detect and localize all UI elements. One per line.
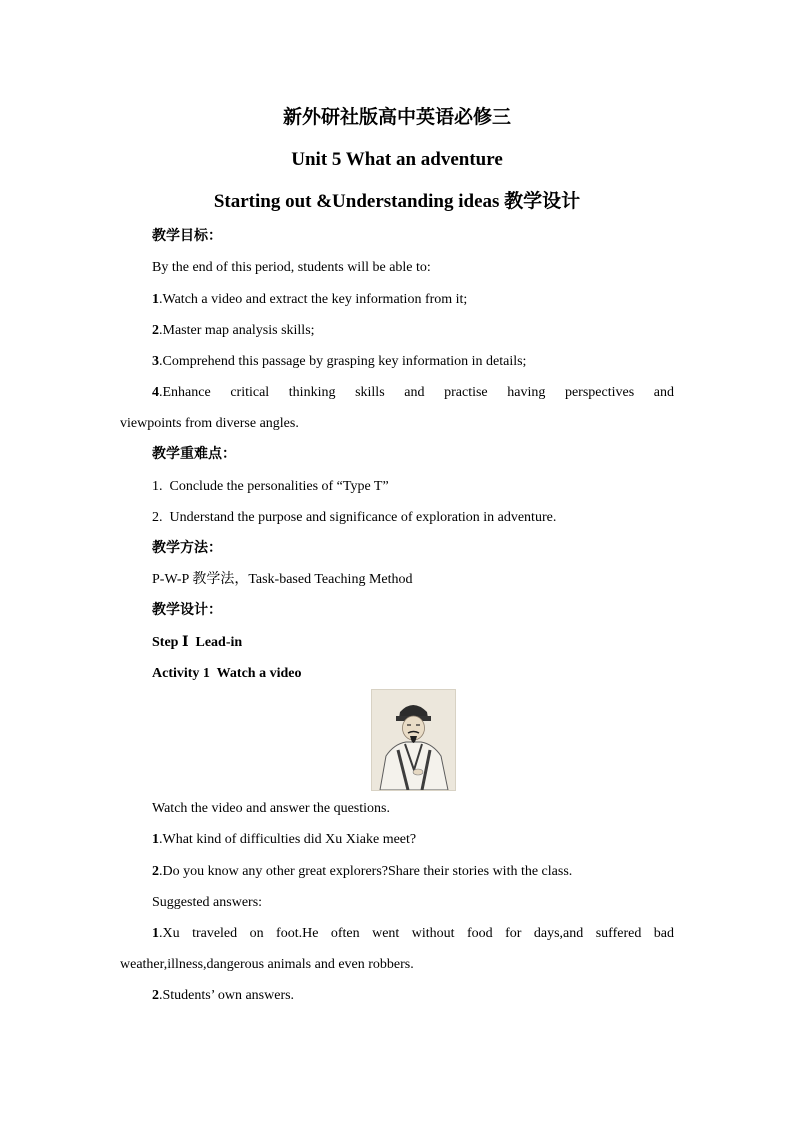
step-heading: Step Ⅰ Lead-in [152, 635, 243, 650]
video-instruction: Watch the video and answer the questions. [152, 801, 390, 816]
question-number: 1 [152, 832, 159, 847]
objective-number: 2 [152, 323, 159, 338]
activity-heading: Activity 1 Watch a video [152, 666, 302, 681]
lesson-title: Starting out &Understanding ideas 教学设计 [213, 191, 581, 212]
answer-number: 1 [152, 926, 159, 941]
objective-number: 1 [152, 292, 159, 307]
objective-text: .Comprehend this passage by grasping key information in details; [159, 354, 527, 369]
objectives-heading: 教学目标： [152, 229, 222, 244]
suggested-answers-label: Suggested answers: [152, 895, 263, 910]
key-point-item: 2. Understand the purpose and significance of exploration in adventure. [152, 510, 557, 525]
key-points-heading: 教学重难点： [152, 447, 236, 462]
answer-text: .Xu traveled on foot.He often went without food for days,and suffered bad [159, 926, 674, 941]
design-heading: 教学设计： [152, 603, 222, 618]
objective-text: .Master map analysis skills; [159, 323, 315, 338]
methods-heading: 教学方法： [152, 541, 222, 556]
objective-text: .Enhance critical thinking skills and practise having perspectives and [159, 385, 674, 400]
question-text: .What kind of difficulties did Xu Xiake meet? [159, 832, 417, 847]
key-point-item: 1. Conclude the personalities of “Type T” [152, 479, 389, 494]
answer-continuation: weather,illness,dangerous animals and even robbers. [120, 957, 414, 972]
objective-item [152, 321, 315, 341]
objective-number: 4 [152, 385, 159, 400]
objective-text: .Watch a video and extract the key information from it; [159, 292, 468, 307]
portrait-illustration [372, 690, 455, 790]
objectives-intro: By the end of this period, students will be able to: [152, 260, 431, 275]
objective-item [152, 383, 674, 403]
objective-number: 3 [152, 354, 159, 369]
objective-continuation: viewpoints from diverse angles. [120, 416, 299, 431]
answer-number: 2 [152, 988, 159, 1003]
answer-text: .Students’ own answers. [159, 988, 295, 1003]
question-item [152, 862, 572, 882]
unit-title: Unit 5 What an adventure [291, 149, 503, 170]
document-title-chinese: 新外研社版高中英语必修三 [282, 107, 511, 128]
answer-item [152, 986, 294, 1006]
answer-item [152, 924, 674, 944]
objective-item [152, 290, 467, 310]
question-text: .Do you know any other great explorers?Share their stories with the class. [159, 864, 573, 879]
methods-text: P-W-P 教学法，Task-based Teaching Method [152, 572, 413, 587]
objective-item [152, 352, 526, 372]
question-item [152, 830, 416, 850]
question-number: 2 [152, 864, 159, 879]
xu-xiake-portrait-image [371, 689, 456, 791]
